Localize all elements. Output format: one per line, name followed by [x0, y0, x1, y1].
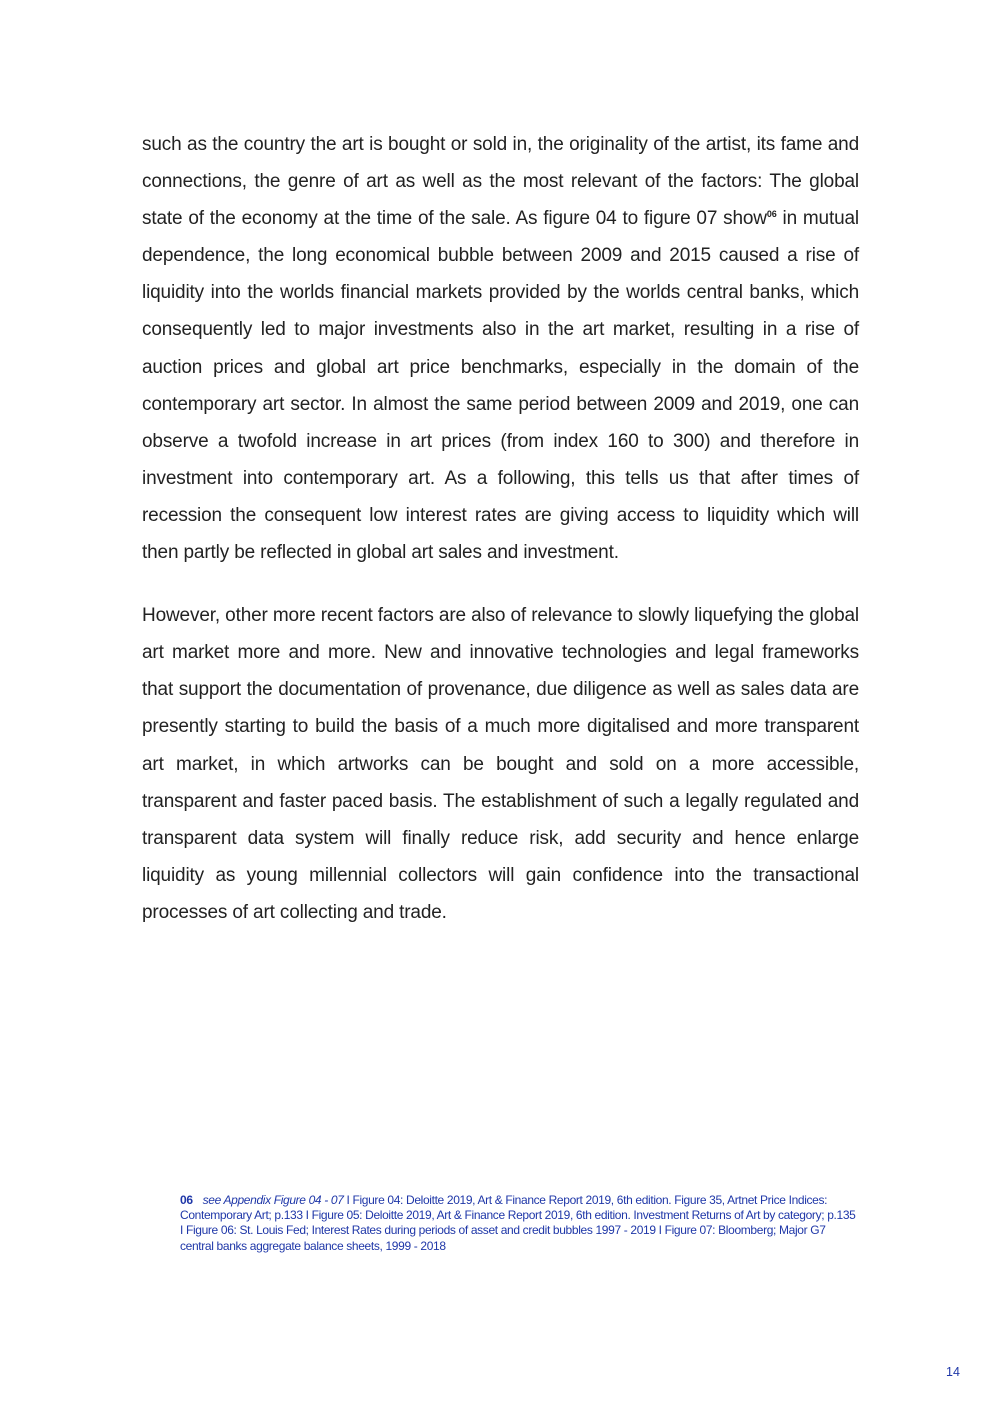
- footnote: [180, 1193, 860, 1254]
- paragraph-1-text-start: such as the country the art is bought or sold in, the originality of the artist, its fame and connections, the genre of art as well as the most relevant of the factors: The global state of the economy at the time of the sale. As figure 04 to figure 07 show: [142, 134, 859, 230]
- page-number: 14: [946, 1365, 960, 1379]
- footnote-number: 06: [180, 1193, 193, 1207]
- paragraph-2: However, other more recent factors are also of relevance to slowly liquefying the global art market more and more. New and innovative technologies and legal frameworks that support the documentation of provenance, due diligence as well as sales data are presently starting to build the basis of a much more digitalised and more transparent art market, in which artworks can be bought and sold on a more accessible, transparent and faster paced basis. The establishment of such a legally regulated and transparent data system will finally reduce risk, add security and hence enlarge liquidity as young millennial collectors will gain confidence into the transactional processes of art collecting and trade.: [142, 605, 859, 923]
- paragraph-1: [142, 126, 859, 571]
- footnote-appendix-reference: see Appendix Figure 04 - 07: [202, 1193, 344, 1207]
- footnote-text: I Figure 04: Deloitte 2019, Art & Finance Report 2019, 6th edition. Figure 35, Artnet Price Indices: Contemporary Art; p.133 I Figure 05: Deloitte 2019, Art & Finance Report 2019, 6th edition. Investment Returns of Art by category; p.135 I Figure 06: St. Louis Fed; Interest Rates during periods of asset and credit bubbles 1997 - 2019 I Figure 07: Bloomberg; Major G7 central banks aggregate balance sheets, 1999 - 2018: [180, 1193, 856, 1253]
- body-text: [142, 126, 859, 931]
- footnote-reference: 06: [766, 209, 777, 220]
- paragraph-1-text-end: in mutual dependence, the long economical bubble between 2009 and 2015 caused a rise of liquidity into the worlds financial markets provided by the worlds central banks, which consequently led to major investments also in the art market, resulting in a rise of auction prices and global art price benchmarks, especially in the domain of the contemporary art sector. In almost the same period between 2009 and 2019, one can observe a twofold increase in art prices (from index 160 to 300) and therefore in investment into contemporary art. As a following, this tells us that after times of recession the consequent low interest rates are giving access to liquidity which will then partly be reflected in global art sales and investment.: [142, 208, 859, 564]
